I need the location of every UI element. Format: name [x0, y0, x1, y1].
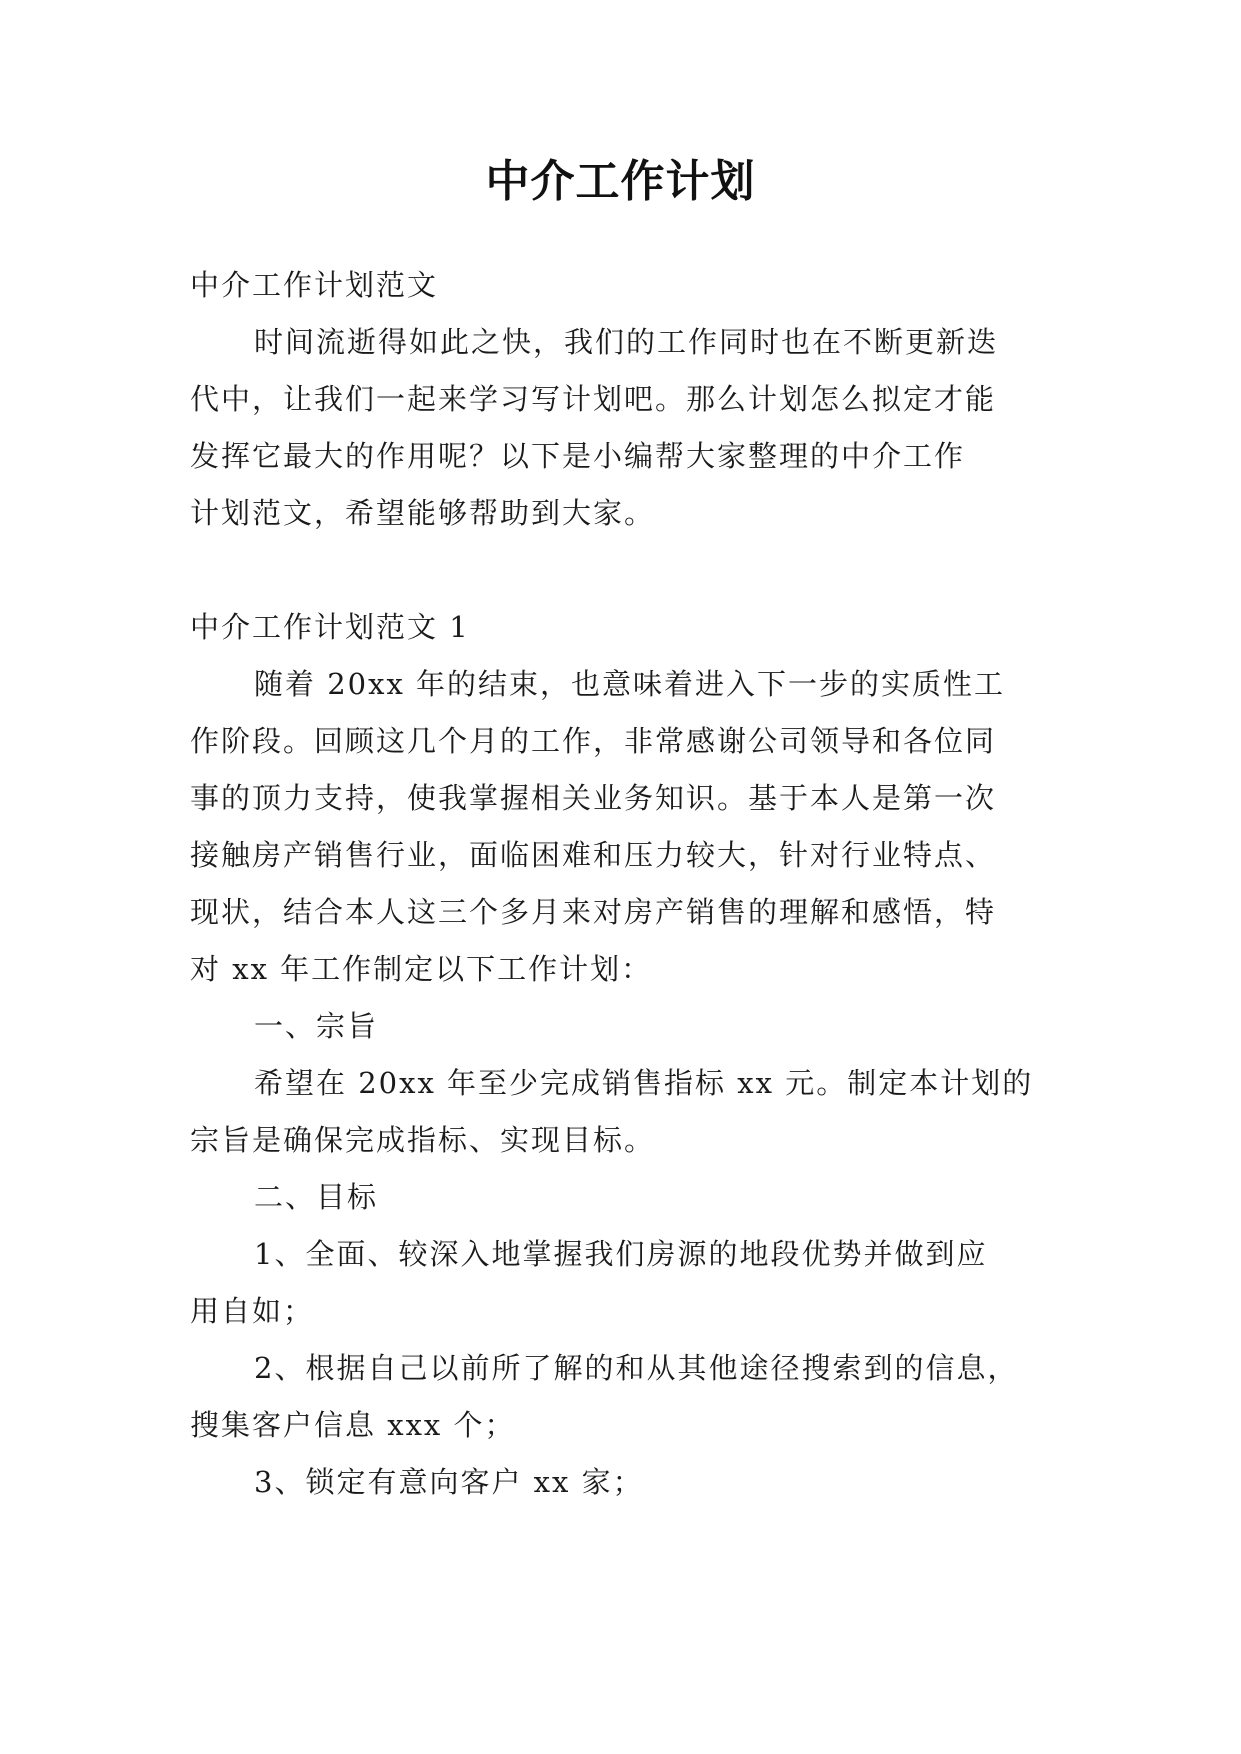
sample-intro-line-3: 事的顶力支持，使我掌握相关业务知识。基于本人是第一次: [190, 781, 997, 815]
purpose-line-1: 希望在 20xx 年至少完成销售指标 xx 元。制定本计划的: [254, 1066, 1034, 1100]
intro-line-4: 计划范文，希望能够帮助到大家。: [190, 496, 656, 530]
goal-1-line-2: 用自如；: [190, 1294, 315, 1328]
sample-heading: 中介工作计划范文 1: [190, 610, 470, 644]
document-title: 中介工作计划: [485, 156, 756, 207]
goal-2-line-2: 搜集客户信息 xxx 个；: [190, 1408, 516, 1442]
intro-line-1: 时间流逝得如此之快，我们的工作同时也在不断更新迭: [254, 325, 999, 359]
goal-1-line-1: 1、全面、较深入地掌握我们房源的地段优势并做到应: [254, 1237, 988, 1271]
sample-intro-line-5: 现状，结合本人这三个多月来对房产销售的理解和感悟，特: [190, 895, 997, 929]
intro-line-3: 发挥它最大的作用呢？以下是小编帮大家整理的中介工作: [190, 439, 966, 473]
sample-intro-line-6: 对 xx 年工作制定以下工作计划：: [190, 952, 653, 986]
intro-line-2: 代中，让我们一起来学习写计划吧。那么计划怎么拟定才能: [190, 382, 997, 416]
goals-heading: 二、目标: [254, 1180, 379, 1214]
section-heading: 中介工作计划范文: [190, 268, 439, 302]
goal-3-line: 3、锁定有意向客户 xx 家；: [254, 1465, 644, 1499]
sample-intro-line-1: 随着 20xx 年的结束，也意味着进入下一步的实质性工: [254, 667, 1006, 701]
purpose-line-2: 宗旨是确保完成指标、实现目标。: [190, 1123, 656, 1157]
purpose-heading: 一、宗旨: [254, 1009, 379, 1043]
sample-intro-line-4: 接触房产销售行业，面临困难和压力较大，针对行业特点、: [190, 838, 997, 872]
goal-2-line-1: 2、根据自己以前所了解的和从其他途径搜索到的信息，: [254, 1351, 1019, 1385]
sample-intro-line-2: 作阶段。回顾这几个月的工作，非常感谢公司领导和各位同: [190, 724, 997, 758]
